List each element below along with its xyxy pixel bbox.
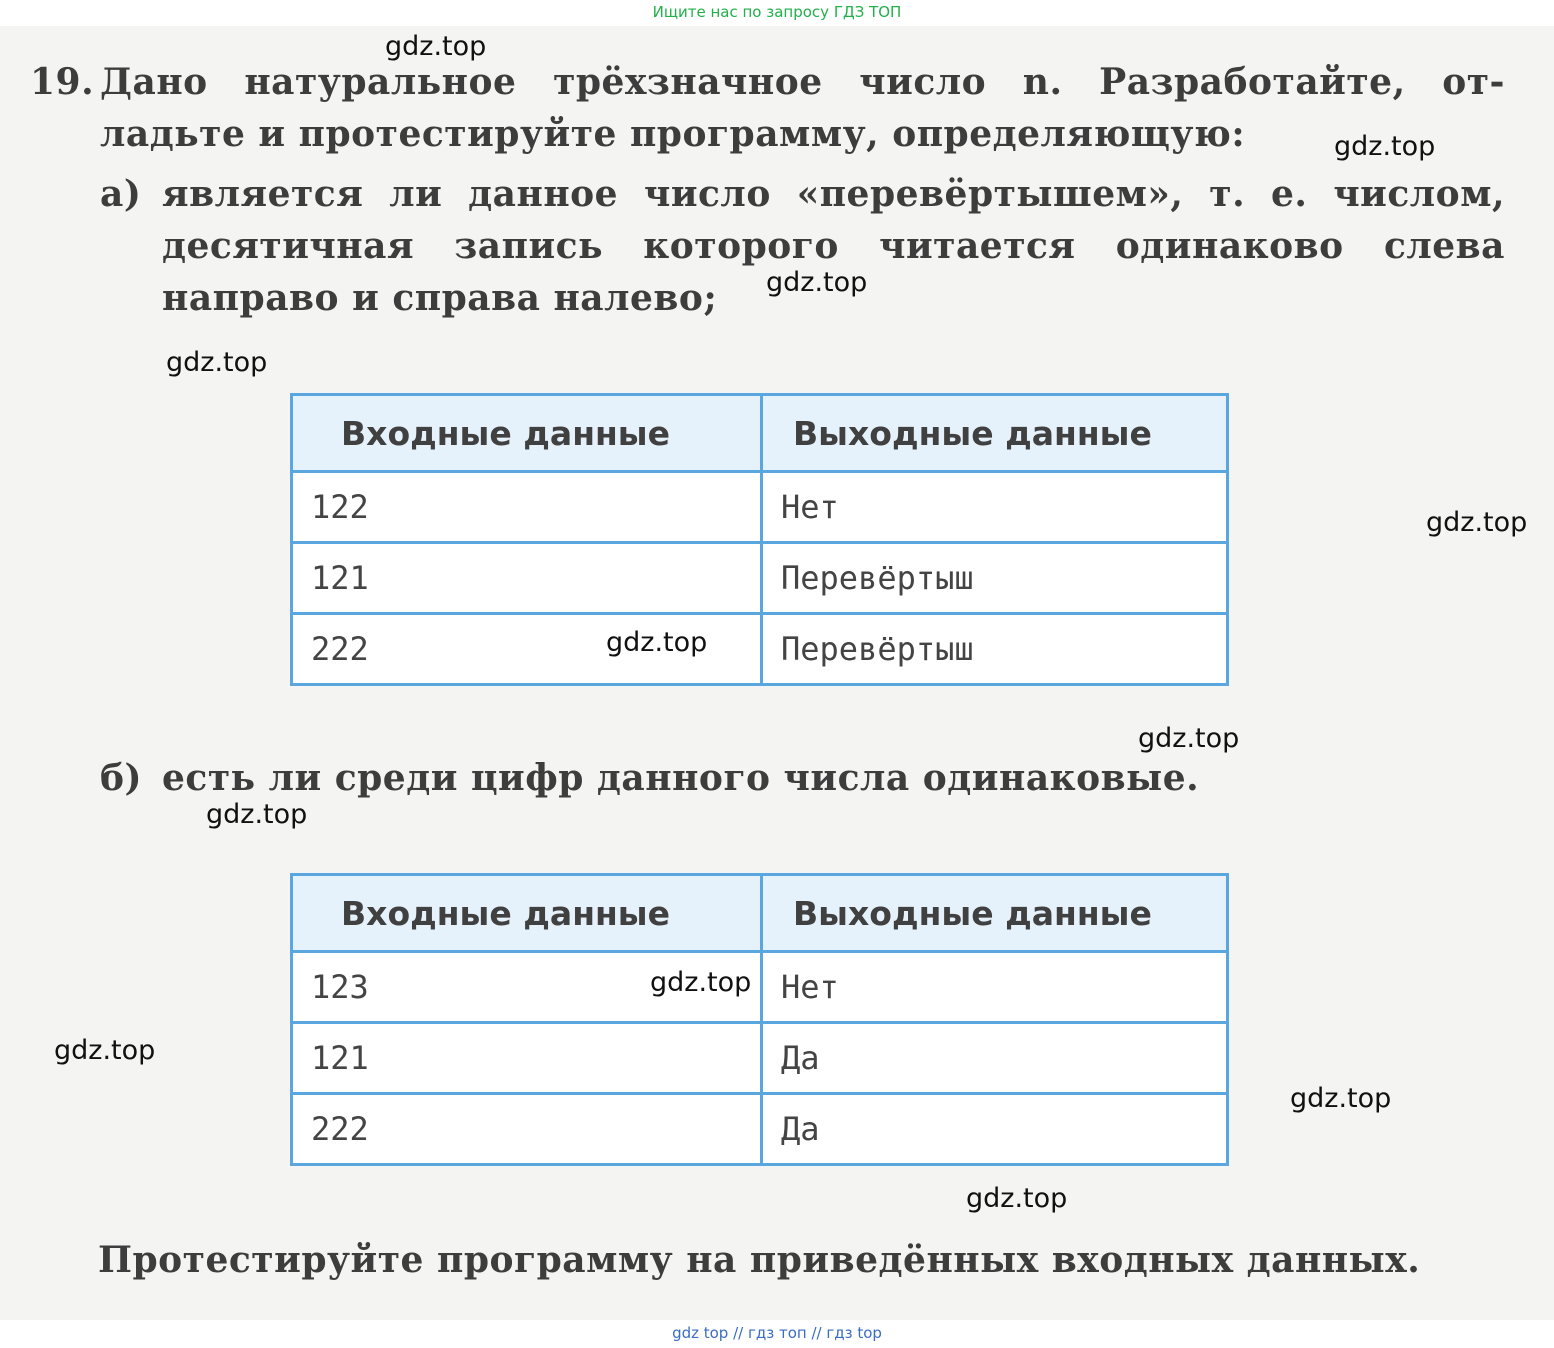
cell-input: 123: [292, 952, 762, 1023]
table-row: [292, 1023, 1228, 1094]
subtask-b-label: б): [100, 757, 143, 799]
cell-input: 121: [292, 1023, 762, 1094]
cell-output: Нет: [762, 952, 1228, 1023]
cell-input: 122: [292, 472, 762, 543]
watermark: gdz.top: [650, 967, 752, 998]
subtask-a-line-1: является ли данное число «перевёртышем», т. е. числом,: [162, 173, 1505, 215]
subtask-b-line-1: есть ли среди цифр данного числа одинаковые.: [162, 757, 1200, 799]
table-row: [292, 472, 1228, 543]
cell-output: Перевёртыш: [762, 614, 1228, 685]
task-line-1: Дано натуральное трёхзначное число n. Разработайте, от-: [100, 61, 1505, 103]
watermark: gdz.top: [206, 799, 308, 830]
watermark: gdz.top: [1334, 131, 1436, 162]
table-b: [290, 873, 1229, 1166]
cell-output: Да: [762, 1094, 1228, 1165]
cell-input: 222: [292, 1094, 762, 1165]
watermark: gdz.top: [385, 31, 487, 62]
watermark: gdz.top: [766, 267, 868, 298]
table-row: [292, 614, 1228, 685]
task-footer: Протестируйте программу на приведённых входных данных.: [98, 1239, 1421, 1281]
table-row: [292, 1094, 1228, 1165]
subtask-a-line-2: десятичная запись которого читается одинаково слева: [162, 225, 1505, 267]
cell-input: 222: [292, 614, 762, 685]
subtask-a-label: а): [100, 173, 142, 215]
watermark: gdz.top: [606, 627, 708, 658]
watermark: gdz.top: [1138, 723, 1240, 754]
bottom-banner[interactable]: gdz top // гдз топ // гдз top: [672, 1324, 882, 1342]
cell-input: 121: [292, 543, 762, 614]
cell-output: Перевёртыш: [762, 543, 1228, 614]
watermark: gdz.top: [166, 347, 268, 378]
watermark: gdz.top: [966, 1183, 1068, 1214]
table-a: [290, 393, 1229, 686]
watermark: gdz.top: [54, 1035, 156, 1066]
cell-output: Нет: [762, 472, 1228, 543]
table-header-row: [292, 395, 1228, 472]
table-row: [292, 543, 1228, 614]
cell-output: Да: [762, 1023, 1228, 1094]
watermark: gdz.top: [1426, 507, 1528, 538]
table-row: [292, 952, 1228, 1023]
subtask-a-line-3: направо и справа налево;: [162, 277, 718, 319]
header-input: Входные данные: [292, 395, 762, 472]
header-output: Выходные данные: [762, 395, 1228, 472]
header-output: Выходные данные: [762, 875, 1228, 952]
task-line-2: ладьте и протестируйте программу, определяющую:: [100, 113, 1246, 155]
top-banner[interactable]: Ищите нас по запросу ГДЗ ТОП: [652, 3, 902, 21]
table-header-row: [292, 875, 1228, 952]
watermark: gdz.top: [1290, 1083, 1392, 1114]
header-input: Входные данные: [292, 875, 762, 952]
task-number: 19.: [30, 61, 95, 103]
